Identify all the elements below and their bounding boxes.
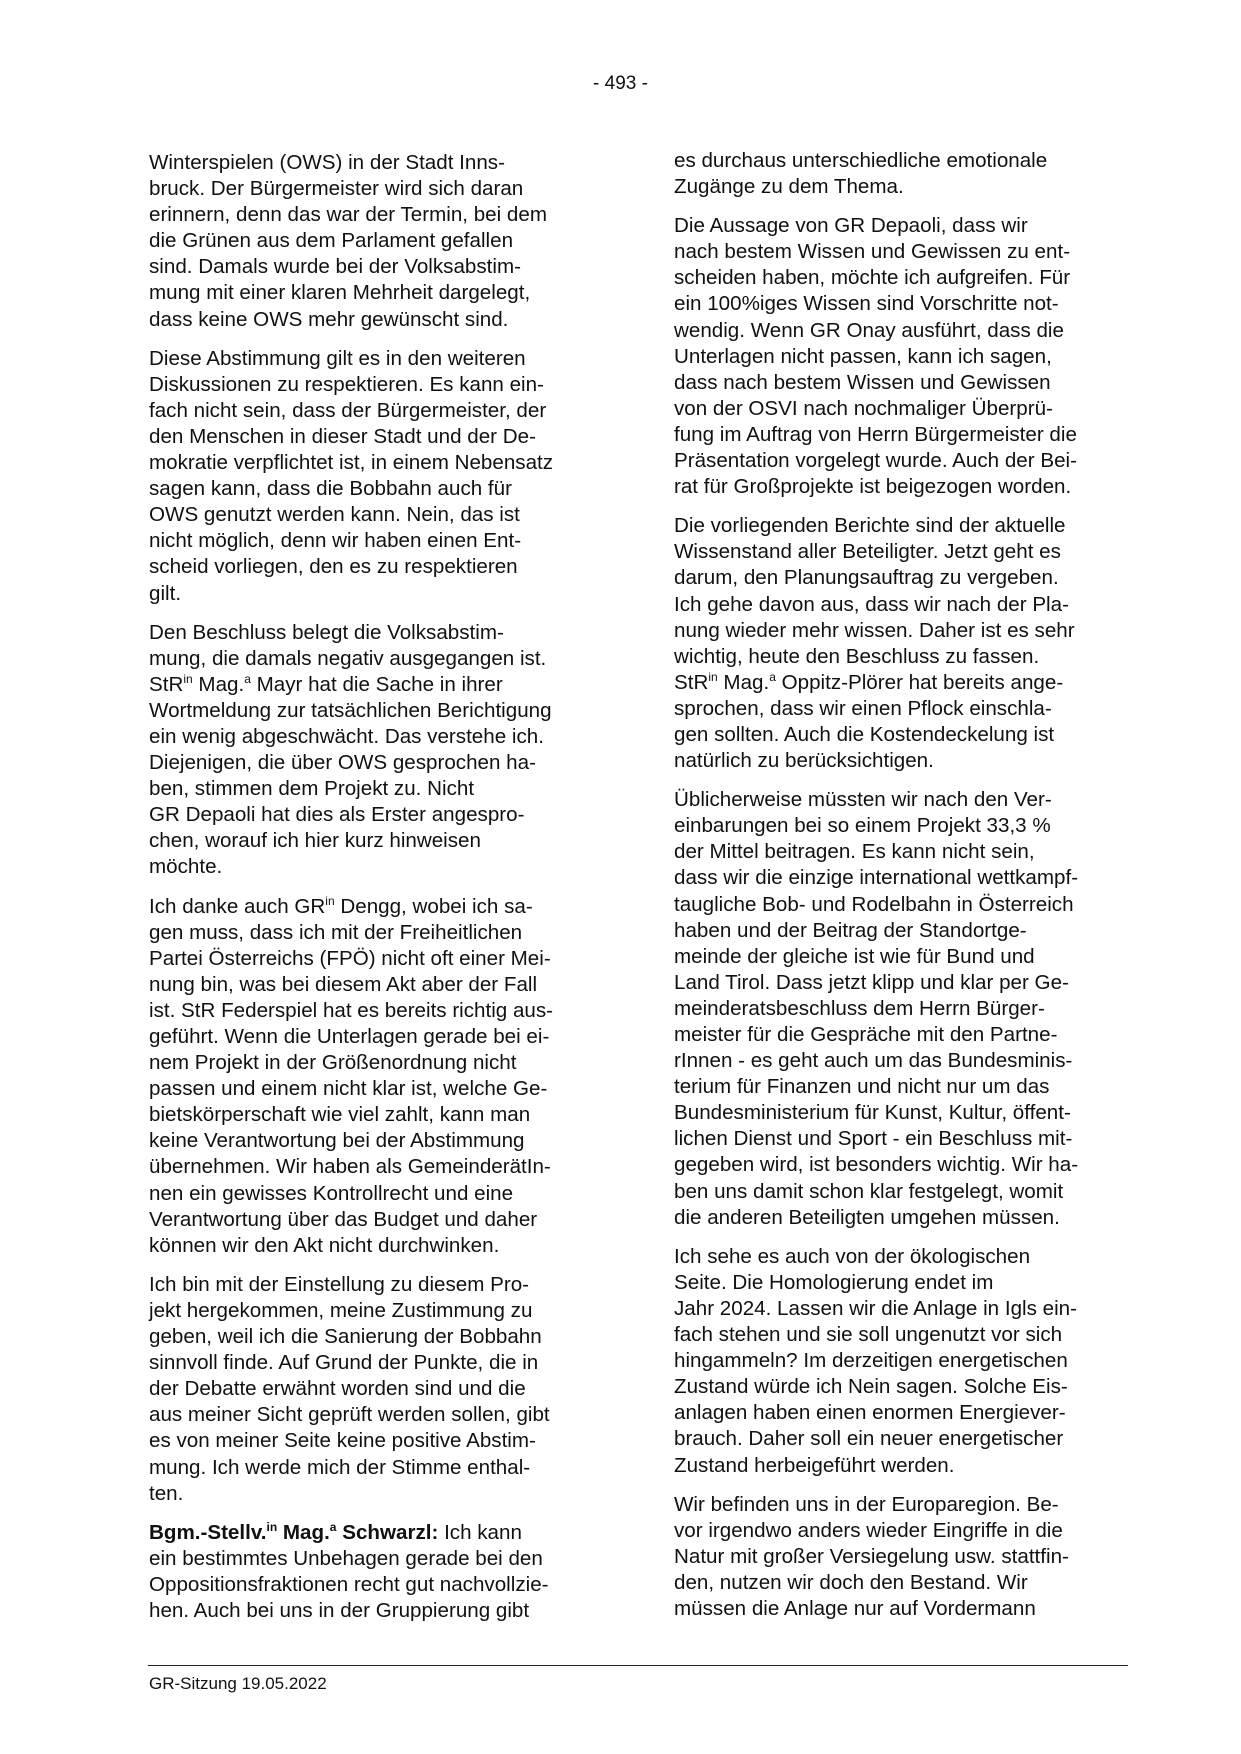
text-line: Zugänge zu dem Thema. bbox=[674, 175, 904, 199]
text-line: einbarungen bei so einem Projekt 33,3 % bbox=[674, 814, 1051, 838]
text-line: Wir befinden uns in der Europaregion. Be- bbox=[674, 1492, 1059, 1516]
text-line: fung im Auftrag von Herrn Bürgermeister die bbox=[674, 422, 1077, 446]
text-line: Seite. Die Homologierung endet im bbox=[674, 1270, 994, 1294]
left-column bbox=[149, 150, 597, 1637]
text-line: gen muss, dass ich mit der Freiheitlichen bbox=[149, 920, 523, 944]
text-line: mokratie verpflichtet ist, in einem Nebensatz bbox=[149, 451, 554, 475]
text-line: Diejenigen, die über OWS gesprochen ha- bbox=[149, 751, 536, 775]
text-line: mung, die damals negativ ausgegangen ist. bbox=[149, 646, 547, 670]
text-line: bietskörperschaft wie viel zahlt, kann man bbox=[149, 1103, 531, 1127]
text-line: vor irgendwo anders wieder Eingriffe in die bbox=[674, 1518, 1063, 1542]
text-line: sprochen, dass wir einen Pflock einschla- bbox=[674, 696, 1052, 720]
text-line: terium für Finanzen und nicht nur um das bbox=[674, 1075, 1050, 1099]
text-line: dass wir die einzige international wettkampf- bbox=[674, 866, 1079, 890]
text-line: geben, weil ich die Sanierung der Bobbahn bbox=[149, 1325, 542, 1349]
text-line: gegeben wird, ist besonders wichtig. Wir ha- bbox=[674, 1153, 1079, 1177]
text-line: sind. Damals wurde bei der Volksabstim- bbox=[149, 255, 521, 279]
text-line: ist. StR Federspiel hat es bereits richtig aus- bbox=[149, 998, 554, 1022]
text-line: scheiden haben, möchte ich aufgreifen. Für bbox=[674, 266, 1071, 290]
text-line: es durchaus unterschiedliche emotionale bbox=[674, 149, 1048, 172]
text-line: ein 100%iges Wissen sind Vorschritte not- bbox=[674, 292, 1059, 316]
text-line: können wir den Akt nicht durchwinken. bbox=[149, 1233, 500, 1257]
text-line: nach bestem Wissen und Gewissen zu ent- bbox=[674, 240, 1071, 264]
text-line: Jahr 2024. Lassen wir die Anlage in Igls ein- bbox=[674, 1296, 1077, 1320]
text-line: Üblicherweise müssten wir nach den Ver- bbox=[674, 788, 1052, 812]
right-paragraph bbox=[674, 1492, 1122, 1622]
text-line: Natur mit großer Versiegelung usw. stattfin- bbox=[674, 1544, 1069, 1568]
text-line: fach nicht sein, dass der Bürgermeister, der bbox=[149, 398, 547, 422]
text-line: bruck. Der Bürgermeister wird sich daran bbox=[149, 177, 524, 201]
text-line: Zustand würde ich Nein sagen. Solche Eis- bbox=[674, 1375, 1068, 1399]
text-line: mung mit einer klaren Mehrheit dargelegt, bbox=[149, 281, 531, 305]
text-line: Die Aussage von GR Depaoli, dass wir bbox=[674, 214, 1028, 238]
text-line: ben, stimmen dem Projekt zu. Nicht bbox=[149, 777, 475, 801]
text-line: Unterlagen nicht passen, kann ich sagen, bbox=[674, 344, 1052, 368]
text-line: meister für die Gespräche mit den Partne- bbox=[674, 1023, 1058, 1046]
text-line: Oppositionsfraktionen recht gut nachvollzie- bbox=[149, 1572, 549, 1596]
text-line: lichen Dienst und Sport - ein Beschluss mit- bbox=[674, 1127, 1073, 1151]
text-line: gen sollten. Auch die Kostendeckelung ist bbox=[674, 722, 1055, 746]
text-line: rat für Großprojekte ist beigezogen worden. bbox=[674, 475, 1072, 499]
text-line: sinnvoll finde. Auf Grund der Punkte, die in bbox=[149, 1351, 539, 1375]
text-line: Ich danke auch $GR^{in}$ Dengg, wobei ich sa- bbox=[149, 893, 533, 918]
text-line: den Menschen in dieser Stadt und der De- bbox=[149, 424, 536, 448]
text-line: Diskussionen zu respektieren. Es kann ein- bbox=[149, 372, 544, 396]
text-line: ein bestimmtes Unbehagen gerade bei den bbox=[149, 1546, 543, 1570]
text-line: gilt. bbox=[149, 581, 182, 605]
right-paragraph bbox=[674, 513, 1122, 774]
text-line: es von meiner Seite keine positive Abstim- bbox=[149, 1429, 536, 1453]
left-paragraph bbox=[149, 150, 597, 333]
text-line: nen ein gewisses Kontrollrecht und eine bbox=[149, 1181, 514, 1205]
text-line: die Grünen aus dem Parlament gefallen bbox=[149, 229, 514, 253]
left-paragraph bbox=[149, 1272, 597, 1507]
text-line: ein wenig abgeschwächt. Das verstehe ich. bbox=[149, 724, 544, 748]
text-line: der Mittel beitragen. Es kann nicht sein, bbox=[674, 840, 1035, 864]
text-line: Die vorliegenden Berichte sind der aktuelle bbox=[674, 514, 1066, 538]
text-line: passen und einem nicht klar ist, welche Ge- bbox=[149, 1077, 548, 1101]
text-line: Bundesministerium für Kunst, Kultur, öffent- bbox=[674, 1101, 1071, 1125]
text-line: nem Projekt in der Größenordnung nicht bbox=[149, 1051, 517, 1075]
text-line: meinde der gleiche ist wie für Bund und bbox=[674, 944, 1035, 968]
text-line: meinderatsbeschluss dem Herrn Bürger- bbox=[674, 996, 1045, 1020]
text-line: wichtig, heute den Beschluss zu fassen. bbox=[674, 644, 1040, 668]
right-paragraph bbox=[674, 1244, 1122, 1479]
text-line: Verantwortung über das Budget und daher bbox=[149, 1207, 538, 1231]
text-line: ten. bbox=[149, 1481, 184, 1505]
text-line: der Debatte erwähnt worden sind und die bbox=[149, 1377, 526, 1401]
text-line: übernehmen. Wir haben als GemeinderätIn- bbox=[149, 1155, 551, 1179]
text-line: ben uns damit schon klar festgelegt, womit bbox=[674, 1179, 1064, 1203]
left-paragraph bbox=[149, 894, 597, 1259]
text-line: nung wieder mehr wissen. Daher ist es sehr bbox=[674, 618, 1075, 642]
text-line: Wissenstand aller Beteiligter. Jetzt geht es bbox=[674, 540, 1061, 564]
text-line: von der OSVI nach nochmaliger Überprü- bbox=[674, 396, 1053, 420]
text-line: hingammeln? Im derzeitigen energetischen bbox=[674, 1349, 1068, 1373]
left-paragraph bbox=[149, 620, 597, 881]
right-column bbox=[674, 148, 1122, 1635]
text-line: GR Depaoli hat dies als Erster angespro- bbox=[149, 803, 525, 827]
footer-session-date: GR-Sitzung 19.05.2022 bbox=[149, 1674, 327, 1693]
text-line: chen, worauf ich hier kurz hinweisen bbox=[149, 829, 481, 853]
text-line: Winterspielen (OWS) in der Stadt Inns- bbox=[149, 151, 505, 174]
text-line: StR$^{in}$ Mag.$^a$ Mayr hat die Sache in ihrer bbox=[149, 671, 503, 696]
text-line: wendig. Wenn GR Onay ausführt, dass die bbox=[674, 318, 1064, 342]
text-line: dass nach bestem Wissen und Gewissen bbox=[674, 370, 1051, 394]
right-paragraph bbox=[674, 213, 1122, 500]
text-line: keine Verantwortung bei der Abstimmung bbox=[149, 1129, 525, 1153]
text-line: Den Beschluss belegt die Volksabstim- bbox=[149, 620, 504, 644]
text-line: Ich gehe davon aus, dass wir nach der Pla- bbox=[674, 592, 1069, 616]
text-line: OWS genutzt werden kann. Nein, das ist bbox=[149, 503, 520, 527]
left-paragraph bbox=[149, 346, 597, 607]
text-line: fach stehen und sie soll ungenutzt vor sich bbox=[674, 1323, 1063, 1347]
right-paragraph bbox=[674, 787, 1122, 1231]
text-line: natürlich zu berücksichtigen. bbox=[674, 749, 934, 773]
text-line: taugliche Bob- und Rodelbahn in Österreich bbox=[674, 892, 1074, 916]
text-line: jekt hergekommen, meine Zustimmung zu bbox=[149, 1298, 533, 1322]
text-line: aus meiner Sicht geprüft werden sollen, gibt bbox=[149, 1403, 550, 1427]
text-line: darum, den Planungsauftrag zu vergeben. bbox=[674, 566, 1059, 590]
text-line: sagen kann, dass die Bobbahn auch für bbox=[149, 477, 512, 501]
right-paragraph bbox=[674, 148, 1122, 200]
left-paragraph bbox=[149, 1520, 597, 1624]
text-line: Bgm.-Stellv.$^{in}$ Mag.$^a$ Schwarzl: Ich kann bbox=[149, 1519, 522, 1544]
text-line: rInnen - es geht auch um das Bundesminis- bbox=[674, 1049, 1073, 1073]
text-line: nicht möglich, denn wir haben einen Ent- bbox=[149, 529, 522, 553]
text-line: nung bin, was bei diesem Akt aber der Fall bbox=[149, 972, 538, 996]
text-line: erinnern, denn das war der Termin, bei dem bbox=[149, 203, 547, 227]
text-line: geführt. Wenn die Unterlagen gerade bei ei- bbox=[149, 1025, 550, 1048]
text-line: Ich bin mit der Einstellung zu diesem Pro- bbox=[149, 1272, 530, 1296]
text-line: Partei Österreichs (FPÖ) nicht oft einer Mei- bbox=[149, 946, 551, 970]
text-line: scheid vorliegen, den es zu respektieren bbox=[149, 555, 518, 579]
text-line: hen. Auch bei uns in der Gruppierung gibt bbox=[149, 1598, 530, 1622]
text-line: anlagen haben einen enormen Energiever- bbox=[674, 1401, 1066, 1425]
footer-divider bbox=[148, 1665, 1128, 1666]
text-line: Ich sehe es auch von der ökologischen bbox=[674, 1244, 1031, 1268]
text-line: die anderen Beteiligten umgehen müssen. bbox=[674, 1205, 1060, 1229]
text-line: brauch. Daher soll ein neuer energetischer bbox=[674, 1427, 1064, 1451]
text-line: dass keine OWS mehr gewünscht sind. bbox=[149, 307, 509, 331]
text-line: müssen die Anlage nur auf Vordermann bbox=[674, 1596, 1036, 1620]
text-line: Wortmeldung zur tatsächlichen Berichtigung bbox=[149, 698, 552, 722]
text-line: den, nutzen wir doch den Bestand. Wir bbox=[674, 1570, 1028, 1594]
page-number: - 493 - bbox=[593, 73, 648, 94]
text-line: StR$^{in}$ Mag.$^a$ Oppitz-Plörer hat bereits ange- bbox=[674, 669, 1064, 694]
text-line: möchte. bbox=[149, 855, 223, 879]
text-line: mung. Ich werde mich der Stimme enthal- bbox=[149, 1455, 531, 1479]
text-line: haben und der Beitrag der Standortge- bbox=[674, 918, 1027, 942]
text-line: Zustand herbeigeführt werden. bbox=[674, 1453, 955, 1477]
text-line: Diese Abstimmung gilt es in den weiteren bbox=[149, 346, 526, 370]
text-line: Präsentation vorgelegt wurde. Auch der Bei- bbox=[674, 449, 1077, 473]
text-line: Land Tirol. Dass jetzt klipp und klar per Ge- bbox=[674, 970, 1069, 994]
